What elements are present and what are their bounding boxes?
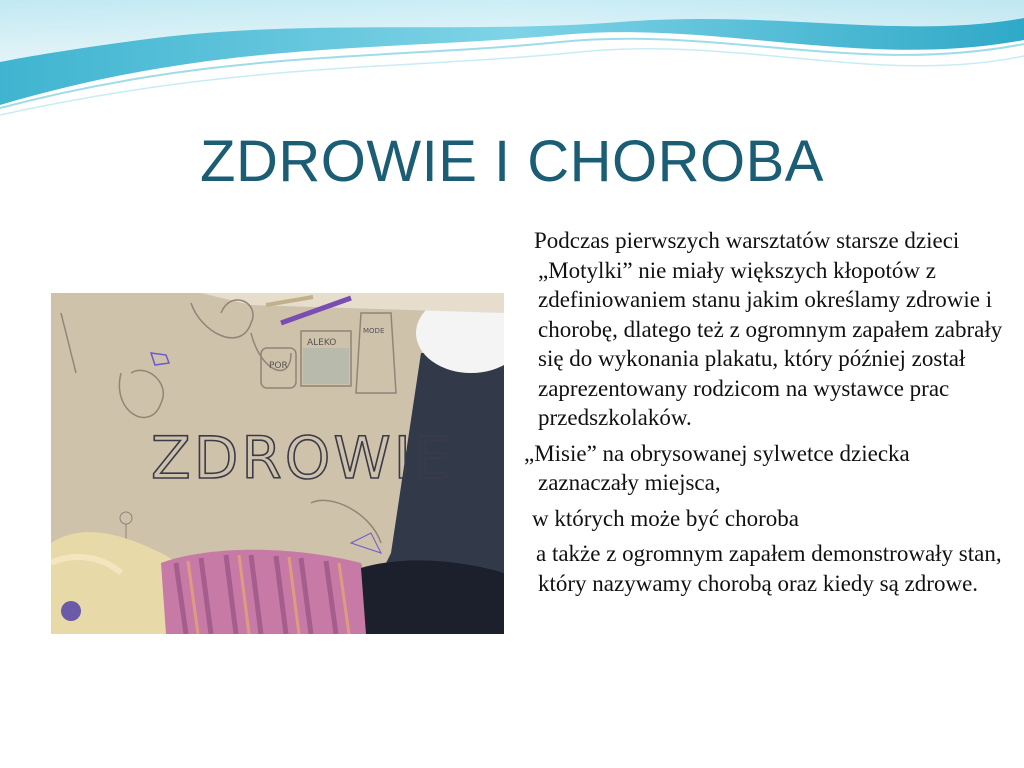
wave-header-decoration bbox=[0, 0, 1024, 130]
poster-label-por: POR bbox=[269, 361, 288, 371]
poster-label-mode: MODE bbox=[363, 327, 385, 335]
paragraph-4: a także z ogromnym zapałem demonstrowały stan, który nazywamy chorobą oraz kiedy są zdrowe. bbox=[536, 541, 1002, 596]
body-text bbox=[524, 226, 1004, 604]
poster-word: ZDROWIE bbox=[151, 424, 454, 492]
slide-title: ZDROWIE I CHOROBA bbox=[200, 129, 824, 194]
poster-photo bbox=[51, 293, 504, 634]
poster-label-aleko: ALEKO bbox=[307, 338, 337, 348]
paragraph-2: „Misie” na obrysowanej sylwetce dziecka zaznaczały miejsca, bbox=[524, 440, 910, 495]
paragraph-3: w których może być choroba bbox=[532, 505, 799, 531]
paragraph-1: Podczas pierwszych warsztatów starsze dzieci „Motylki” nie miały większych kłopotów z zdefiniowaniem stanu jakim określamy zdrowie i chorobę, dlatego też z ogromnym zapałem zabrały się do wykonania plakatu, który później został zaprezentowany rodzicom na wystawce prac przedszkolaków. bbox=[534, 228, 1003, 430]
